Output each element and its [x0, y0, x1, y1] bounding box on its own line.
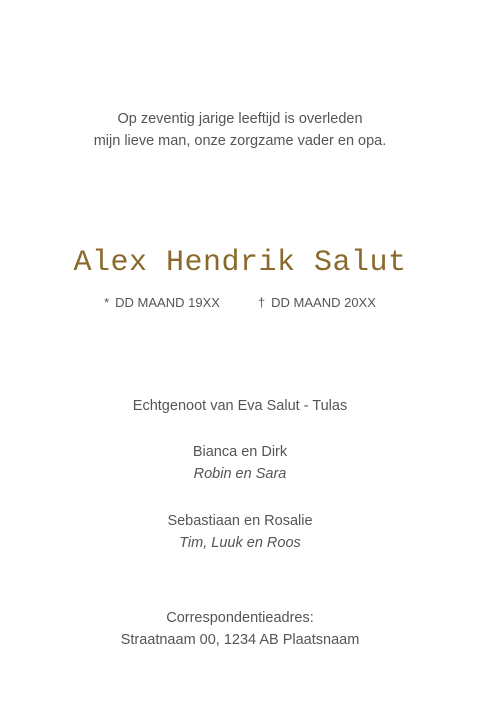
correspondence-address — [0, 607, 480, 651]
life-dates — [0, 293, 480, 313]
death-symbol: † — [257, 295, 266, 310]
intro-text — [0, 108, 480, 152]
birth-date: DD MAAND 19XX — [115, 295, 220, 310]
family-children: Tim, Luuk en Roos — [179, 535, 301, 551]
family-parents: Sebastiaan en Rosalie — [167, 513, 313, 529]
family-children: Robin en Sara — [193, 466, 287, 482]
spouse-line: Echtgenoot van Eva Salut - Tulas — [132, 398, 348, 414]
intro-line-1: Op zeventig jarige leeftijd is overleden — [117, 111, 363, 127]
death-date: DD MAAND 20XX — [271, 295, 376, 310]
address-line: Straatnaam 00, 1234 AB Plaatsnaam — [120, 632, 360, 648]
intro-line-2: mijn lieve man, onze zorgzame vader en opa. — [93, 133, 387, 149]
address-label: Correspondentieadres: — [166, 610, 314, 626]
family-group-1 — [0, 441, 480, 485]
family-group-2 — [0, 510, 480, 554]
birth-symbol: * — [104, 295, 110, 310]
deceased-name: Alex Hendrik Salut — [73, 246, 407, 280]
family-parents: Bianca en Dirk — [192, 444, 288, 460]
